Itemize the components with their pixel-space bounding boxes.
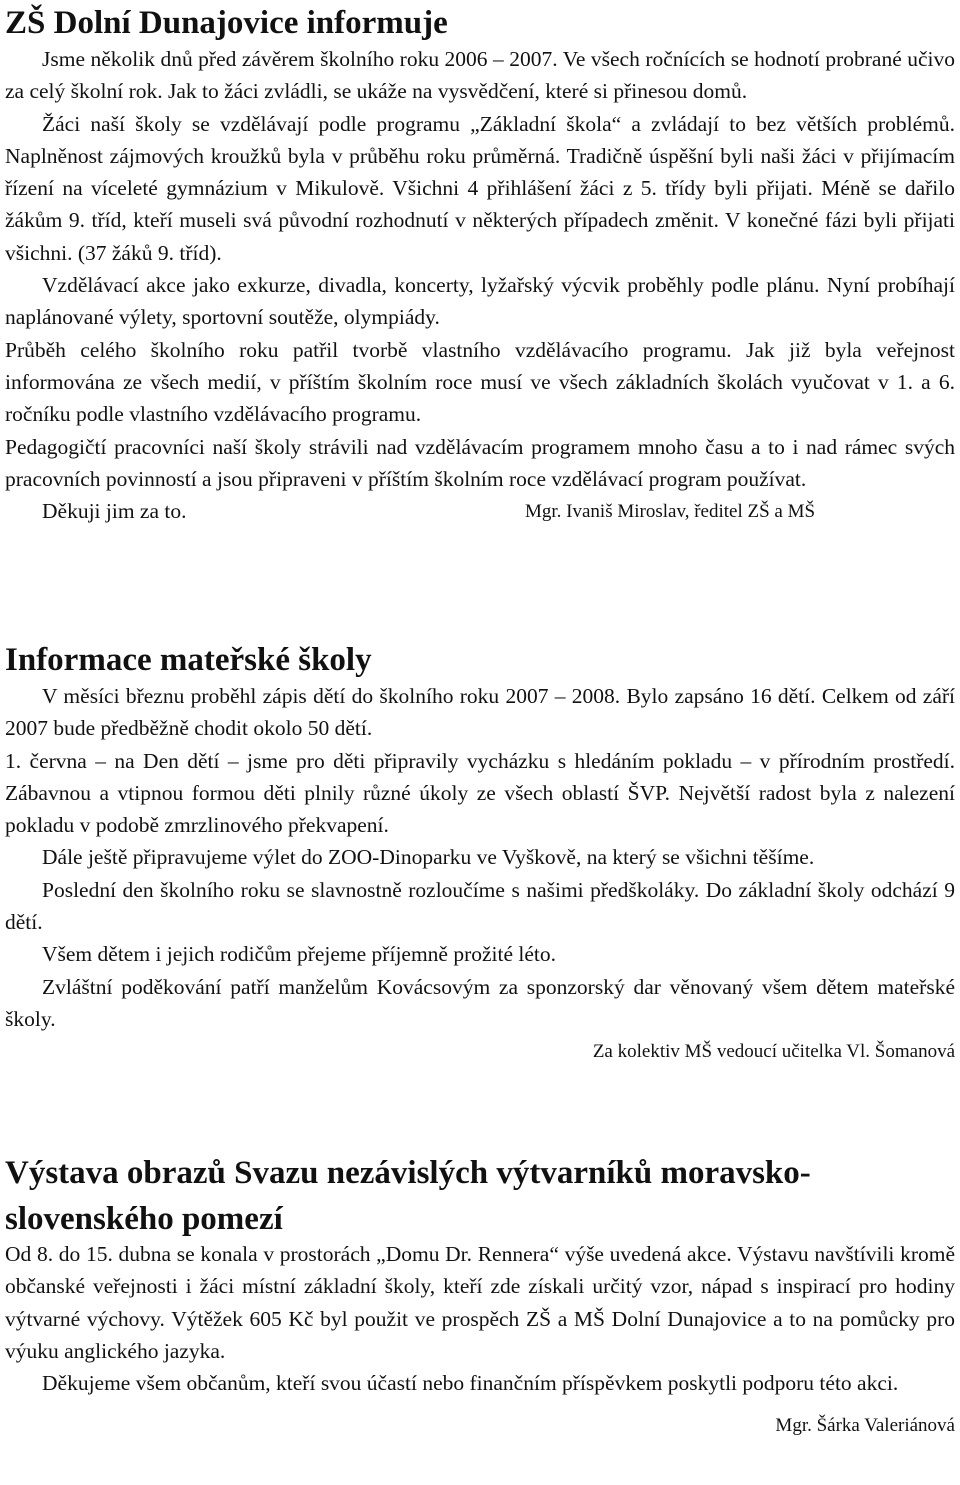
paragraph: Všem dětem i jejich rodičům přejeme příjemně prožité léto.	[42, 942, 557, 967]
thanks-text: Děkuji jim za to.	[42, 499, 187, 524]
thanks-line	[5, 495, 955, 528]
paragraph: Pedagogičtí pracovníci naší školy strávili nad vzdělávacím programem mnoho času a to i nad rámec svých pracovních povinností a jsou připraveni v příštím školním roce vzdělávací program používat.	[5, 434, 955, 491]
signature-director: Mgr. Ivaniš Miroslav, ředitel ZŠ a MŠ	[525, 501, 816, 523]
paragraph: Děkujeme všem občanům, kteří svou účastí nebo finančním příspěvkem poskytli podporu této akci.	[42, 1371, 899, 1396]
paragraph: Průběh celého školního roku patřil tvorbě vlastního vzdělávacího programu. Jak již byla veřejnost informována ze všech medií, v příštím školním roce musí ve všech základních školách vyučovat v 1. a 6. ročníku podle vlastního vzdělávacího programu.	[5, 337, 955, 427]
paragraph: V měsíci březnu proběhl zápis dětí do školního roku 2007 – 2008. Bylo zapsáno 16 dětí. Celkem od září 2007 bude předběžně chodit okolo 50 dětí.	[5, 684, 955, 741]
paragraph: 1. června – na Den dětí – jsme pro děti připravily vycházku s hledáním pokladu – v přírodním prostředí. Zábavnou a vtipnou formou děti plnily různé úkoly ze všech oblastí ŠVP. Největší radost byla z nalezení pokladu v podobě zmrzlinového překvapení.	[5, 748, 955, 838]
section-kindergarten-body	[5, 680, 955, 1069]
paragraph: Vzdělávací akce jako exkurze, divadla, koncerty, lyžařský výcvik proběhly podle plánu. Nyní probíhají naplánované výlety, sportovní soutěže, olympiády.	[5, 273, 955, 330]
section-exhibition-body	[5, 1238, 955, 1443]
paragraph: Od 8. do 15. dubna se konala v prostorách „Domu Dr. Rennera“ výše uvedená akce. Výstavu navštívili kromě občanské veřejnosti i žáci místní základní školy, kteří zde získali určitý vzor, nápad s inspirací pro hodiny výtvarné výchovy. Výtěžek 605 Kč byl použit ve prospěch ZŠ a MŠ Dolní Dunajovice a to na pomůcky pro výuku anglického jazyka.	[5, 1242, 955, 1363]
paragraph: Jsme několik dnů před závěrem školního roku 2006 – 2007. Ve všech ročnících se hodnotí probrané učivo za celý školní rok. Jak to žáci zvládli, se ukáže na vysvědčení, které si přinesou domů.	[5, 47, 955, 104]
paragraph: Zvláštní poděkování patří manželům Kovácsovým za sponzorský dar věnovaný všem dětem mateřské školy.	[5, 974, 955, 1031]
heading-kindergarten: Informace mateřské školy	[5, 642, 372, 678]
signature-kindergarten: Za kolektiv MŠ vedoucí učitelka Vl. Šomanová	[592, 1041, 955, 1063]
heading-school-news: ZŠ Dolní Dunajovice informuje	[5, 5, 448, 41]
heading-exhibition: Výstava obrazů Svazu nezávislých výtvarníků moravsko-slovenského pomezí	[5, 1155, 811, 1237]
section-school-body	[5, 43, 955, 528]
paragraph: Žáci naší školy se vzdělávají podle programu „Základní škola“ a zvládají to bez větších problémů. Naplněnost zájmových kroužků byla v průběhu roku průměrná. Tradičně úspěšní byli naši žáci v přijímacím řízení na víceleté gymnázium v Mikulově. Všichni 4 přihlášení žáci z 5. třídy byli přijati. Méně se dařilo žákům 9. tříd, kteří museli svá původní rozhodnutí v některých případech změnit. V konečné fázi byli přijati všichni. (37 žáků 9. tříd).	[5, 111, 955, 265]
paragraph: Poslední den školního roku se slavnostně rozloučíme s našimi předškoláky. Do základní školy odchází 9 dětí.	[5, 877, 955, 935]
signature-exhibition: Mgr. Šárka Valeriánová	[775, 1415, 955, 1437]
paragraph: Dále ještě připravujeme výlet do ZOO-Dinoparku ve Vyškově, na který se všichni těšíme.	[42, 845, 815, 870]
